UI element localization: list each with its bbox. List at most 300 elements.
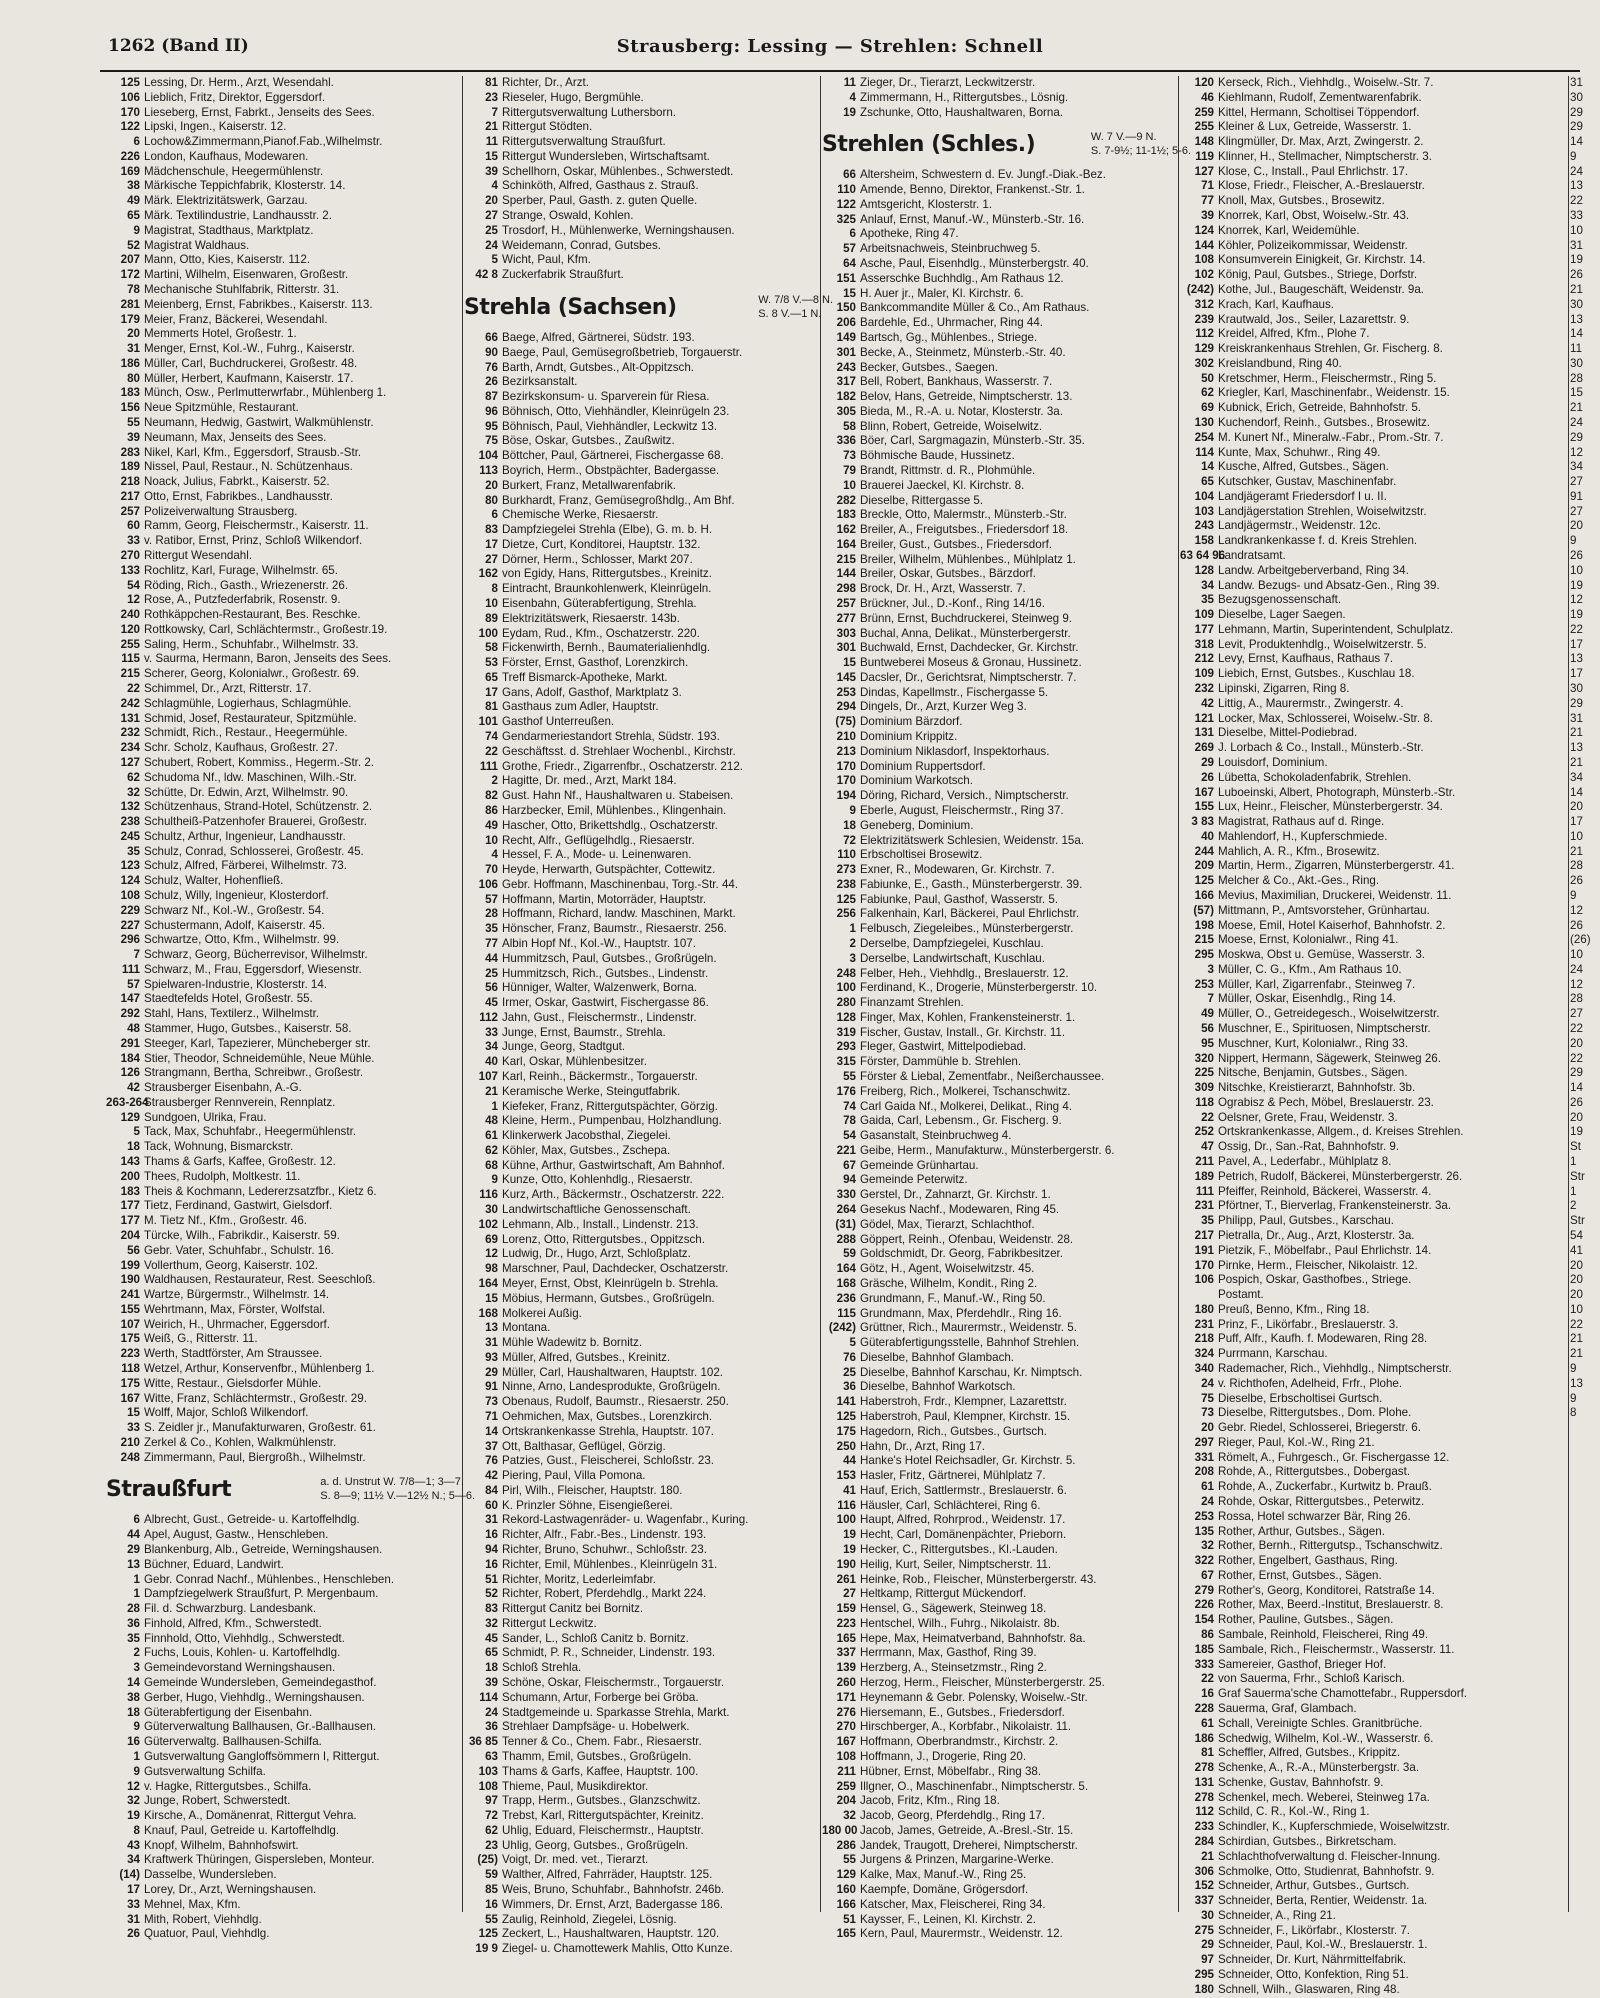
directory-entry: 128 Finger, Max, Kohlen, Frankensteinerstr. 1. bbox=[836, 1010, 1076, 1024]
directory-entry: 226 London, Kaufhaus, Modewaren. bbox=[120, 149, 309, 163]
directory-entry: 112 Kreidel, Alfred, Kfm., Plohe 7. bbox=[1195, 327, 1370, 341]
directory-entry: 303 Buchal, Anna, Delikat., Münsterbergerstr. bbox=[836, 626, 1071, 640]
directory-entry: 91 bbox=[1570, 489, 1583, 503]
directory-entry: 252 Ortskrankenkasse, Allgem., d. Kreises Strehlen. bbox=[1194, 1125, 1464, 1139]
directory-entry: 89 Elektrizitätswerk, Riesaerstr. 143b. bbox=[485, 611, 680, 625]
directory-entry: 76 Barth, Arndt, Gutsbes., Alt-Oppitzsch. bbox=[485, 360, 695, 374]
directory-entry: 83 Rittergut Canitz bei Bornitz. bbox=[485, 1602, 644, 1616]
directory-entry: 34 bbox=[1570, 770, 1583, 784]
directory-entry: 80 Burkhardt, Franz, Gemüsegroßhdlg., Am Bhf. bbox=[485, 493, 735, 507]
directory-entry: 301 Buchwald, Ernst, Dachdecker, Gr. Kirchstr. bbox=[836, 641, 1079, 655]
directory-entry: 3 Gemeindevorstand Werningshausen. bbox=[133, 1661, 336, 1675]
directory-entry: 231 Prinz, F., Likörfabr., Breslauerstr. 3. bbox=[1194, 1317, 1399, 1331]
directory-entry: 318 Levit, Produktenhdlg., Woiselwitzerstr. 5. bbox=[1194, 637, 1427, 651]
directory-entry: 16 Richter, Emil, Mühlenbes., Kleinrügeln 31. bbox=[485, 1557, 718, 1571]
cut-off-next-column bbox=[1570, 76, 1600, 1914]
directory-entry: 28 bbox=[1570, 371, 1583, 385]
directory-entry: 58 Blinn, Robert, Getreide, Woiselwitz. bbox=[843, 419, 1043, 433]
directory-entry: 27 bbox=[1570, 475, 1583, 489]
directory-entry: 4 Hessel, F. A., Mode- u. Leinenwaren. bbox=[491, 848, 692, 862]
directory-entry: 25 Hummitzsch, Rich., Gutsbes., Lindenstr. bbox=[485, 966, 709, 980]
directory-entry: 12 v. Hagke, Rittergutsbes., Schilfa. bbox=[127, 1779, 312, 1793]
directory-entry: 166 Mevius, Maximilian, Druckerei, Weidenstr. 11. bbox=[1194, 888, 1452, 902]
office-hours: W. 7/8 V.—8 N. S. 8 V.—1 N. bbox=[758, 293, 833, 320]
directory-entry: 223 Werth, Stadtförster, Am Straussee. bbox=[120, 1347, 323, 1361]
directory-entry: 29 bbox=[1570, 105, 1583, 119]
directory-entry: 210 Zerkel & Co., Kohlen, Walkmühlenstr. bbox=[120, 1435, 337, 1449]
directory-entry: Postamt. bbox=[1218, 1288, 1264, 1302]
directory-entry: 240 Rothkäppchen-Restaurant, Bes. Reschke. bbox=[120, 608, 361, 622]
directory-entry: 34 bbox=[1570, 460, 1583, 474]
directory-entry: 17 Lorey, Dr., Arzt, Werningshausen. bbox=[127, 1882, 317, 1896]
directory-entry: 13 Montana. bbox=[485, 1321, 551, 1335]
directory-entry: 63 Thamm, Emil, Gutsbes., Großrügeln. bbox=[485, 1749, 692, 1763]
directory-entry: 9 Güterverwaltung Ballhausen, Gr.-Ballhausen. bbox=[133, 1720, 377, 1734]
directory-entry: 20 Gebr. Riedel, Schlosserei, Briegerstr. 6. bbox=[1201, 1421, 1421, 1435]
directory-entry: 204 Türcke, Wilh., Fabrikdir., Kaiserstr. 59. bbox=[120, 1228, 340, 1242]
directory-entry: 29 Müller, Carl, Haushaltwaren, Hauptstr. 102. bbox=[485, 1365, 724, 1379]
directory-entry: 228 Sauerma, Graf, Glambach. bbox=[1194, 1701, 1357, 1715]
directory-entry: 1 bbox=[1570, 1155, 1577, 1169]
directory-entry: 167 Witte, Franz, Schlächtermstr., Großestr. 29. bbox=[120, 1391, 367, 1405]
page-header bbox=[80, 36, 1580, 66]
directory-entry: 186 Müller, Carl, Buchdruckerei, Großestr. 48. bbox=[120, 356, 358, 370]
directory-entry: 330 Gerstel, Dr., Zahnarzt, Gr. Kirchstr. 1. bbox=[836, 1188, 1051, 1202]
directory-entry: 12 Rose, A., Putzfederfabrik, Rosenstr. 9. bbox=[127, 593, 341, 607]
directory-entry: 164 Meyer, Ernst, Obst, Kleinrügeln b. Strehla. bbox=[478, 1276, 719, 1290]
directory-entry: 58 Fickenwirth, Bernh., Baumaterialienhdlg. bbox=[485, 641, 711, 655]
directory-entry: 14 Gemeinde Wundersleben, Gemeindegasthof. bbox=[127, 1676, 377, 1690]
directory-entry: 106 Pospich, Oskar, Gasthofbes., Striege. bbox=[1194, 1273, 1412, 1287]
directory-entry: 60 Ramm, Georg, Fleischermstr., Kaiserstr. 11. bbox=[127, 519, 369, 533]
directory-entry: 30 bbox=[1570, 682, 1583, 696]
directory-entry: 229 Schwarz Nf., Kol.-W., Großestr. 54. bbox=[120, 903, 325, 917]
directory-entry: 35 Finnhold, Otto, Viehhdlg., Schwerstedt. bbox=[127, 1631, 345, 1645]
directory-entry: 49 Märk. Elektrizitätswerk, Garzau. bbox=[127, 194, 308, 208]
town-heading-strehlen bbox=[822, 128, 1197, 162]
directory-entry: 302 Kreislandbund, Ring 40. bbox=[1194, 356, 1342, 370]
directory-entry: 14 bbox=[1570, 135, 1583, 149]
directory-entry: 283 Nikel, Karl, Kfm., Eggersdorf, Strausb.-Str. bbox=[120, 445, 362, 459]
directory-entry: 171 Heynemann & Gebr. Polensky, Woiselw.-Str. bbox=[836, 1690, 1088, 1704]
directory-entry: 42 Strausberger Eisenbahn, A.-G. bbox=[127, 1081, 302, 1095]
directory-entry: 31 Menger, Ernst, Kol.-W., Fuhrg., Kaiserstr. bbox=[127, 342, 355, 356]
directory-entry: 144 Breiler, Oskar, Gutsbes., Bärzdorf. bbox=[836, 567, 1036, 581]
directory-entry: 115 Grundmann, Max, Pferdehdlr., Ring 16. bbox=[837, 1306, 1062, 1320]
directory-entry: 150 Bankcommandite Müller & Co., Am Rathaus. bbox=[836, 301, 1090, 315]
directory-entry: 27 bbox=[1570, 1007, 1583, 1021]
directory-entry: 67 Gemeinde Grünhartau. bbox=[843, 1158, 979, 1172]
directory-entry: Str bbox=[1570, 1169, 1585, 1183]
column-3 bbox=[822, 76, 1197, 1941]
directory-entry: 52 Magistrat Waldhaus. bbox=[127, 238, 250, 252]
directory-entry: 162 Breiler, A., Freigutsbes., Friedersdorf 18. bbox=[836, 523, 1069, 537]
directory-entry: 32 Rittergut Leckwitz. bbox=[485, 1616, 597, 1630]
directory-entry: 26 bbox=[1570, 268, 1583, 282]
directory-entry: 130 Kuchendorf, Reinh., Gutsbes., Brosewitz. bbox=[1194, 415, 1431, 429]
directory-entry: 17 Dietze, Curt, Konditorei, Hauptstr. 132. bbox=[485, 537, 701, 551]
directory-entry: 22 Schimmel, Dr., Arzt, Ritterstr. 17. bbox=[127, 682, 312, 696]
directory-entry: (31) Gödel, Max, Tierarzt, Schlachthof. bbox=[835, 1217, 1035, 1231]
directory-entry: 180 Schnell, Wilh., Glaswaren, Ring 48. bbox=[1194, 1982, 1400, 1996]
directory-entry: 30 Landwirtschaftliche Genossenschaft. bbox=[485, 1203, 691, 1217]
directory-entry: 10 bbox=[1570, 563, 1583, 577]
directory-entry: 22 Geschäftsst. d. Strehlaer Wochenbl., Kirchstr. bbox=[485, 744, 736, 758]
directory-entry: 183 Breckle, Otto, Malermstr., Münsterb.-Str. bbox=[836, 508, 1067, 522]
directory-entry: 27 Dörner, Herm., Schlosser, Markt 207. bbox=[485, 552, 693, 566]
directory-entry: 20 bbox=[1570, 800, 1583, 814]
directory-entry: 107 Weirich, H., Uhrmacher, Eggersdorf. bbox=[120, 1317, 330, 1331]
directory-entry: 120 Kerseck, Rich., Viehhdlg., Woiselw.-Str. 7. bbox=[1194, 76, 1434, 89]
directory-entry: 26 bbox=[1570, 874, 1583, 888]
directory-entry: 45 Sander, L., Schloß Canitz b. Bornitz. bbox=[485, 1631, 689, 1645]
directory-entry: 29 Blankenburg, Alb., Getreide, Werningshausen. bbox=[127, 1543, 383, 1556]
directory-entry: 18 Güterabfertigung der Eisenbahn. bbox=[127, 1705, 313, 1719]
directory-entry: 12 Ludwig, Dr., Hugo, Arzt, Schloßplatz. bbox=[485, 1247, 691, 1261]
directory-entry: 255 Kleiner & Lux, Getreide, Wasserstr. 1. bbox=[1194, 120, 1412, 134]
directory-entry: 217 Otto, Ernst, Fabrikbes., Landhausstr. bbox=[120, 489, 333, 503]
directory-entry: 35 Hönscher, Franz, Baumstr., Riesaerstr. 256. bbox=[485, 922, 727, 936]
directory-entry: 118 Wetzel, Arthur, Konservenfbr., Mühlenberg 1. bbox=[121, 1361, 375, 1375]
directory-entry: 177 M. Tietz Nf., Kfm., Großestr. 46. bbox=[120, 1214, 307, 1228]
directory-entry: 206 Bardehle, Ed., Uhrmacher, Ring 44. bbox=[836, 316, 1044, 330]
directory-entry: 14 Ortskrankenkasse Strehla, Hauptstr. 107. bbox=[485, 1424, 715, 1438]
directory-entry: 14 bbox=[1570, 1081, 1583, 1095]
directory-entry: 23 Rieseler, Hugo, Bergmühle. bbox=[485, 90, 644, 104]
directory-entry: 90 Baege, Paul, Gemüsegroßbetrieb, Torgauerstr. bbox=[485, 345, 743, 359]
directory-entry: 337 Herrmann, Max, Gasthof, Ring 39. bbox=[836, 1646, 1037, 1660]
directory-entry: 14 Kusche, Alfred, Gutsbes., Sägen. bbox=[1201, 460, 1389, 474]
directory-entry: 141 Haberstroh, Frdr., Klempner, Lazarettstr. bbox=[836, 1395, 1067, 1409]
directory-entry: St bbox=[1570, 1140, 1581, 1154]
directory-entry: 215 Scherer, Georg, Kolonialwr., Großestr. 69. bbox=[120, 667, 360, 681]
directory-entry: 164 Götz, H., Agent, Woiselwitzstr. 45. bbox=[836, 1262, 1035, 1276]
directory-entry: 19 Kirsche, A., Domänenrat, Rittergut Vehra. bbox=[127, 1809, 357, 1823]
directory-entry: 95 Böhnisch, Paul, Viehhändler, Leckwitz 13. bbox=[485, 419, 718, 433]
directory-entry: 12 bbox=[1570, 977, 1583, 991]
directory-entry: 37 Ott, Balthasar, Geflügel, Görzig. bbox=[485, 1439, 666, 1453]
directory-entry: 165 Hepe, Max, Heimatverband, Bahnhofstr. 8a. bbox=[836, 1631, 1086, 1645]
directory-entry: 28 bbox=[1570, 992, 1583, 1006]
directory-entry: 108 Schulz, Willy, Ingenieur, Klosterdorf. bbox=[120, 888, 329, 902]
directory-entry: 20 bbox=[1570, 1258, 1583, 1272]
directory-entry: 255 Saling, Herm., Schuhfabr., Wilhelmstr. 33. bbox=[120, 637, 359, 651]
directory-entry: 72 Elektrizitätswerk Schlesien, Weidenstr. 15a. bbox=[843, 833, 1085, 847]
directory-entry: 294 Dingels, Dr., Arzt, Kurzer Weg 3. bbox=[836, 700, 1027, 714]
directory-entry: 24 Weidemann, Conrad, Gutsbes. bbox=[485, 238, 661, 252]
directory-entry: 49 Müller, O., Getreidegesch., Woiselwitzerstr. bbox=[1201, 1007, 1440, 1021]
directory-entry: 125 Melcher & Co., Akt.-Ges., Ring. bbox=[1194, 874, 1380, 888]
directory-entry: 52 Richter, Robert, Pferdehdlg., Markt 224. bbox=[485, 1587, 707, 1601]
directory-entry: 276 Hiersemann, E., Gutsbes., Friedersdorf. bbox=[836, 1705, 1065, 1719]
directory-entry: 57 Arbeitsnachweis, Steinbruchweg 5. bbox=[843, 242, 1041, 256]
directory-entry: 39 Knorrek, Karl, Obst, Woiselw.-Str. 43. bbox=[1201, 209, 1410, 223]
directory-entry: 10 Recht, Alfr., Geflügelhdlg., Riesaerstr. bbox=[485, 833, 695, 847]
directory-entry: 64 Asche, Paul, Eisenhdlg., Münsterbergstr. 40. bbox=[843, 257, 1089, 271]
directory-entry: 22 bbox=[1570, 1022, 1583, 1035]
directory-entry: 12 bbox=[1570, 593, 1583, 607]
directory-entry: 76 Dieselbe, Bahnhof Glambach. bbox=[843, 1350, 1015, 1364]
directory-entry: 35 Bezugsgenossenschaft. bbox=[1201, 593, 1342, 607]
directory-entry: 232 Schmidt, Rich., Restaur., Heegermühle. bbox=[120, 726, 348, 740]
directory-entry: 122 Amtsgericht, Klosterstr. 1. bbox=[836, 197, 993, 211]
directory-entry: 115 v. Saurma, Hermann, Baron, Jenseits des Sees. bbox=[121, 652, 392, 666]
directory-entry: 254 M. Kunert Nf., Mineralw.-Fabr., Prom.-Str. 7. bbox=[1194, 430, 1444, 444]
directory-entry: 260 Herzog, Herm., Fleischer, Münsterbergerstr. 25. bbox=[836, 1676, 1105, 1690]
directory-entry: 124 Knorrek, Karl, Weidemühle. bbox=[1194, 223, 1360, 237]
directory-entry: 273 Exner, R., Modewaren, Gr. Kirchstr. 7. bbox=[836, 863, 1055, 877]
directory-entry: 102 Lehmann, Alb., Install., Lindenstr. 213. bbox=[478, 1217, 699, 1231]
directory-entry: 61 Klinkerwerk Jacobsthal, Ziegelei. bbox=[485, 1129, 671, 1143]
directory-entry: 70 Heyde, Herwarth, Gutspächter, Cottewitz. bbox=[485, 863, 716, 877]
directory-entry: 170 Lieseberg, Ernst, Fabrkt., Jenseits des Sees. bbox=[120, 105, 375, 119]
directory-entry: 116 Häusler, Carl, Schlächterei, Ring 6. bbox=[837, 1498, 1041, 1512]
directory-entry: 34 Kraftwerk Thüringen, Gispersleben, Monteur. bbox=[127, 1853, 375, 1867]
directory-entry: 143 Thams & Garfs, Kaffee, Großestr. 12. bbox=[120, 1155, 336, 1169]
directory-entry: 6 Albrecht, Gust., Getreide- u. Kartoffelhdlg. bbox=[133, 1513, 360, 1527]
town-name: Strehlen (Schles.) bbox=[822, 132, 1036, 158]
directory-entry: 215 Moese, Ernst, Kolonialwr., Ring 41. bbox=[1194, 933, 1399, 947]
directory-entry: 32 Jacob, Georg, Pferdehdlg., Ring 17. bbox=[843, 1809, 1045, 1823]
directory-entry: 139 Herzberg, A., Steinsetzmstr., Ring 2. bbox=[836, 1661, 1047, 1675]
directory-entry: 10 bbox=[1570, 829, 1583, 843]
directory-entry: 62 Uhlig, Eduard, Fleischermstr., Hauptstr. bbox=[485, 1823, 704, 1837]
directory-entry: 22 bbox=[1570, 622, 1583, 636]
directory-entry: 36 Strehlaer Dampfsäge- u. Hobelwerk. bbox=[485, 1720, 690, 1734]
directory-entry: 10 bbox=[1570, 223, 1583, 237]
directory-entry: 9 Eberle, August, Fleischermstr., Ring 37. bbox=[849, 803, 1064, 817]
directory-entry: 10 bbox=[1570, 1302, 1583, 1316]
directory-entry: 30 Schneider, A., Ring 21. bbox=[1201, 1908, 1336, 1922]
directory-entry: 16 Graf Sauerma'sche Chamottefabr., Ruppersdorf. bbox=[1201, 1687, 1468, 1701]
directory-entry: 162 von Egidy, Hans, Rittergutsbes., Kreinitz. bbox=[478, 567, 712, 581]
directory-entry: 48 Stammer, Hugo, Gutsbes., Kaiserstr. 58. bbox=[127, 1022, 352, 1035]
directory-entry: 25 Trosdorf, H., Mühlenwerke, Werningshausen. bbox=[485, 223, 735, 237]
directory-entry: 18 Geneberg, Dominium. bbox=[843, 818, 974, 832]
directory-entry: 61 Rohde, A., Zuckerfabr., Kurtwitz b. Prauß. bbox=[1201, 1480, 1432, 1494]
directory-entry: 291 Steeger, Karl, Tapezierer, Müncheberger str. bbox=[120, 1036, 371, 1050]
directory-entry: 13 bbox=[1570, 179, 1583, 193]
directory-entry: 9 Gutsverwaltung Schilfa. bbox=[133, 1764, 266, 1778]
directory-entry: 175 Weiß, G., Ritterstr. 11. bbox=[120, 1332, 258, 1346]
directory-entry: 253 Rossa, Hotel schwarzer Bär, Ring 26. bbox=[1194, 1509, 1411, 1523]
directory-entry: 190 Heilig, Kurt, Seiler, Nimptscherstr. 11. bbox=[836, 1557, 1052, 1571]
directory-entry: 217 Pietralla, Dr., Aug., Arzt, Klosterstr. 3a. bbox=[1194, 1228, 1415, 1242]
directory-entry: 2 Derselbe, Dampfziegelei, Kuschlau. bbox=[849, 936, 1044, 950]
directory-entry: 19 bbox=[1570, 608, 1583, 622]
directory-entry: 7 Müller, Oskar, Eisenhdlg., Ring 14. bbox=[1207, 992, 1396, 1006]
directory-entry: 239 Krautwald, Jos., Seiler, Lazarettstr. 9. bbox=[1194, 312, 1410, 326]
directory-entry: 27 bbox=[1570, 504, 1583, 518]
directory-entry: 250 Hahn, Dr., Arzt, Ring 17. bbox=[836, 1439, 986, 1453]
directory-entry: 298 Brock, Dr. H., Arzt, Wasserstr. 7. bbox=[836, 582, 1026, 596]
directory-entry: 10 Eisenbahn, Güterabfertigung, Strehla. bbox=[485, 597, 697, 610]
directory-entry: 20 Memmerts Hotel, Großestr. 1. bbox=[127, 327, 297, 341]
directory-entry: 296 Schwartze, Otto, Kfm., Wilhelmstr. 99. bbox=[120, 933, 340, 947]
directory-entry: 57 Hoffmann, Martin, Motorräder, Hauptstr. bbox=[485, 892, 707, 906]
directory-entry: 46 Kiehlmann, Rudolf, Zementwarenfabrik. bbox=[1201, 90, 1422, 104]
directory-entry: 167 Luboeinski, Albert, Photograph, Münsterb.-Str. bbox=[1194, 785, 1456, 799]
directory-entry: 31 Mühle Wadewitz b. Bornitz. bbox=[485, 1336, 643, 1350]
directory-entry: 74 Carl Gaida Nf., Molkerei, Delikat., Ring 4. bbox=[843, 1099, 1072, 1113]
directory-entry: 22 bbox=[1570, 1317, 1583, 1331]
directory-entry: 15 Rittergut Wundersleben, Wirtschaftsamt. bbox=[485, 149, 710, 163]
directory-entry: 38 Märkische Teppichfabrik, Klosterstr. 14. bbox=[127, 179, 346, 193]
directory-entry: 62 Kriegler, Karl, Maschinenfabr., Weidenstr. 15. bbox=[1201, 386, 1450, 400]
directory-entry: 9 bbox=[1570, 888, 1577, 902]
directory-entry: 317 Bell, Robert, Bankhaus, Wasserstr. 7. bbox=[836, 375, 1053, 389]
directory-entry: 6 Apotheke, Ring 47. bbox=[849, 227, 959, 241]
directory-entry: 15 H. Auer jr., Maler, Kl. Kirchstr. 6. bbox=[843, 286, 1024, 300]
directory-entry: 30 bbox=[1570, 90, 1583, 104]
directory-entry: 333 Samereier, Gasthof, Brieger Hof. bbox=[1194, 1657, 1387, 1671]
directory-entry: 325 Anlauf, Ernst, Manuf.-W., Münsterb.-Str. 16. bbox=[836, 212, 1085, 226]
directory-entry: 49 Hascher, Otto, Brikettshdlg., Oschatzerstr. bbox=[485, 818, 718, 832]
directory-entry: 324 Purrmann, Karschau. bbox=[1194, 1347, 1328, 1361]
directory-entry: 132 Schützenhaus, Strand-Hotel, Schützenstr. 2. bbox=[120, 800, 373, 814]
directory-entry: 11 Rittergutsverwaltung Straußfurt. bbox=[485, 135, 666, 149]
directory-entry: 78 Mechanische Stuhlfabrik, Ritterstr. 31. bbox=[127, 282, 340, 296]
column-1 bbox=[106, 76, 481, 1941]
directory-entry: 129 Kalke, Max, Manuf.-W., Ring 25. bbox=[836, 1868, 1027, 1882]
directory-entry: 60 K. Prinzler Söhne, Eisengießerei. bbox=[485, 1498, 673, 1512]
directory-entry: 22 von Sauerma, Frhr., Schloß Karisch. bbox=[1201, 1672, 1405, 1686]
directory-entry: 243 Landjägermstr., Weidenstr. 12c. bbox=[1194, 519, 1381, 533]
directory-entry: 125 Zeckert, L., Haushaltwaren, Hauptstr. 120. bbox=[478, 1927, 720, 1941]
directory-entry: 8 Eintracht, Braunkohlenwerk, Kleinrügeln. bbox=[491, 582, 712, 596]
directory-entry: 32 Rother, Bernh., Rittergutsp., Tschanschwitz. bbox=[1201, 1539, 1443, 1553]
directory-entry: 125 Fabiunke, Paul, Gasthof, Wasserstr. 5. bbox=[836, 892, 1059, 906]
directory-entry: 7 Schwarz, Georg, Bücherrevisor, Wilhelmstr. bbox=[133, 948, 368, 962]
directory-entry: 279 Rother's, Georg, Konditorei, Ratstraße 14. bbox=[1194, 1583, 1435, 1597]
directory-entry: 155 Lux, Heinr., Fleischer, Münsterbergerstr. 34. bbox=[1194, 800, 1443, 814]
directory-entry: 21 Keramische Werke, Steingutfabrik. bbox=[485, 1084, 681, 1098]
directory-entry: 32 Junge, Robert, Schwerstedt. bbox=[127, 1794, 291, 1808]
directory-entry: 281 Meienberg, Ernst, Fabrikbes., Kaiserstr. 113. bbox=[120, 297, 373, 311]
directory-entry: 65 Treff Bismarck-Apotheke, Markt. bbox=[485, 670, 668, 684]
directory-entry: 108 Thieme, Paul, Musikdirektor. bbox=[478, 1779, 649, 1793]
directory-entry: 336 Böer, Carl, Sargmagazin, Münsterb.-Str. 35. bbox=[836, 434, 1085, 448]
directory-entry: 73 Dieselbe, Rittergutsbes., Dom. Plohe. bbox=[1201, 1406, 1412, 1420]
directory-entry: 26 bbox=[1570, 549, 1583, 562]
directory-entry: 207 Mann, Otto, Kies, Kaiserstr. 112. bbox=[120, 253, 311, 267]
directory-entry: 200 Thees, Rudolph, Moltkestr. 11. bbox=[120, 1169, 301, 1183]
directory-entry: 177 Lehmann, Martin, Superintendent, Schulplatz. bbox=[1194, 622, 1454, 636]
directory-entry: 15 Buntweberei Moseus & Gronau, Hussinetz. bbox=[843, 656, 1082, 670]
directory-entry: 103 Landjägerstation Strehlen, Woiselwitzstr. bbox=[1194, 504, 1427, 518]
directory-entry: 151 Asserschke Buchhdlg., Am Rathaus 12. bbox=[836, 271, 1064, 285]
directory-entry: 36 Dieselbe, Bahnhof Warkotsch. bbox=[843, 1380, 1016, 1394]
directory-entry: 284 Schirdian, Gutsbes., Birkretscham. bbox=[1194, 1834, 1397, 1848]
directory-entry: 73 Obenaus, Rudolf, Baumstr., Riesaerstr. 250. bbox=[485, 1395, 729, 1409]
directory-entry: 191 Pietzik, F., Möbelfabr., Paul Ehrlichstr. 14. bbox=[1194, 1243, 1432, 1257]
directory-entry: 168 Gräsche, Wilhelm, Kondit., Ring 2. bbox=[836, 1276, 1038, 1290]
directory-entry: 257 Brückner, Jul., D.-Konf., Ring 14/16. bbox=[836, 597, 1045, 610]
directory-entry: 11 bbox=[1570, 342, 1583, 356]
directory-entry: 278 Schenke, A., R.-A., Münsterbergstr. 3a. bbox=[1194, 1761, 1420, 1775]
directory-entry: 114 Kunte, Max, Schuhwr., Ring 49. bbox=[1195, 445, 1381, 459]
directory-entry: 19 bbox=[1570, 253, 1583, 267]
directory-entry: 51 Richter, Moritz, Lederleimfabr. bbox=[485, 1572, 656, 1586]
directory-entry: 278 Schenkel, mech. Weberei, Steinweg 17a. bbox=[1194, 1790, 1430, 1804]
directory-entry: 1 Kiefeker, Franz, Rittergutspächter, Görzig. bbox=[491, 1099, 718, 1113]
directory-entry: 108 Konsumverein Einigkeit, Gr. Kirchstr. 14. bbox=[1194, 253, 1426, 267]
directory-entry: 72 Trebst, Karl, Rittergutspächter, Kreinitz. bbox=[485, 1809, 704, 1823]
directory-entry: 180 Preuß, Benno, Kfm., Ring 18. bbox=[1194, 1302, 1370, 1316]
directory-entry: 158 Landkrankenkasse f. d. Kreis Strehlen. bbox=[1194, 534, 1418, 548]
directory-entry: 111 Pfeiffer, Reinhold, Bäckerei, Wasserstr. 4. bbox=[1195, 1184, 1432, 1198]
directory-entry: 55 Zaulig, Reinhold, Ziegelei, Lösnig. bbox=[485, 1912, 677, 1926]
directory-entry: 293 Fleger, Gastwirt, Mittelpodiebad. bbox=[836, 1040, 1027, 1054]
directory-entry: 54 bbox=[1570, 1228, 1583, 1242]
directory-entry: 248 Zimmermann, Paul, Biergroßh., Wilhelmstr. bbox=[120, 1450, 366, 1464]
directory-entry: 3 Müller, C. G., Kfm., Am Rathaus 10. bbox=[1207, 962, 1402, 976]
directory-entry: 100 Eydam, Rud., Kfm., Oschatzerstr. 220. bbox=[478, 626, 700, 640]
directory-entry: 20 bbox=[1570, 1288, 1583, 1302]
directory-entry: 21 bbox=[1570, 755, 1583, 769]
directory-entry: 125 Haberstroh, Paul, Klempner, Kirchstr. 15. bbox=[836, 1409, 1071, 1423]
directory-entry: 159 Hensel, G., Sägewerk, Steinweg 18. bbox=[836, 1602, 1047, 1616]
directory-entry: 27 Heltkamp, Rittergut Mückendorf. bbox=[843, 1587, 1027, 1601]
directory-entry: 17 bbox=[1570, 667, 1583, 681]
directory-entry: 102 König, Paul, Gutsbes., Striege, Dorfstr. bbox=[1194, 268, 1418, 282]
directory-entry: 28 Fil. d. Schwarzburg. Landesbank. bbox=[127, 1602, 317, 1616]
directory-entry: 28 bbox=[1570, 859, 1583, 873]
directory-entry: 81 Richter, Dr., Arzt. bbox=[485, 76, 589, 89]
directory-entry: 56 Gebr. Vater, Schuhfabr., Schulstr. 16. bbox=[127, 1243, 334, 1257]
directory-entry: 101 Gasthof Unterreußen. bbox=[478, 715, 615, 729]
directory-entry: 167 Hoffmann, Oberbrandmstr., Kirchstr. 2. bbox=[836, 1735, 1059, 1749]
directory-entry: 57 Spielwaren-Industrie, Klosterstr. 14. bbox=[127, 977, 328, 991]
directory-entry: 66 Baege, Alfred, Gärtnerei, Südstr. 193. bbox=[485, 330, 695, 344]
directory-entry: 125 Lessing, Dr. Herm., Arzt, Wesendahl. bbox=[120, 76, 334, 89]
directory-entry: 2 Hagitte, Dr. med., Arzt, Markt 184. bbox=[491, 774, 677, 788]
directory-entry: 35 Schulz, Conrad, Schlosserei, Großestr. 45. bbox=[127, 844, 364, 858]
directory-entry: 93 Müller, Alfred, Gutsbes., Kreinitz. bbox=[485, 1350, 671, 1364]
directory-entry: 199 Vollerthum, Georg, Kaiserstr. 102. bbox=[120, 1258, 318, 1272]
directory-entry: 7 Rittergutsverwaltung Luthersborn. bbox=[491, 105, 676, 119]
directory-entry: 56 Hünniger, Walter, Walzenwerk, Borna. bbox=[485, 981, 698, 995]
directory-entry: 241 Wartze, Bürgermstr., Wilhelmstr. 14. bbox=[120, 1288, 330, 1302]
directory-entry: 40 Karl, Oskar, Mühlenbesitzer. bbox=[485, 1055, 647, 1069]
directory-entry: 1 Gebr. Conrad Nachf., Mühlenbes., Henschleben. bbox=[133, 1572, 395, 1586]
directory-entry: 78 Gaida, Carl, Lebensm., Gr. Fischerg. 9. bbox=[843, 1114, 1062, 1128]
directory-entry: 33 v. Ratibor, Ernst, Prinz, Schloß Wilkendorf. bbox=[127, 534, 363, 548]
directory-entry: 218 Puff, Alfr., Kaufh. f. Modewaren, Ring 28. bbox=[1194, 1332, 1428, 1346]
directory-entry: 69 Kubnick, Erich, Getreide, Bahnhofstr. 5. bbox=[1201, 401, 1421, 415]
directory-entry: 18 Schloß Strehla. bbox=[485, 1661, 582, 1675]
directory-entry: 82 Gust. Hahn Nf., Haushaltwaren u. Stabeisen. bbox=[485, 789, 734, 803]
directory-entry: 226 Rother, Max, Beerd.-Institut, Breslauerstr. 8. bbox=[1194, 1598, 1444, 1612]
directory-entry: 24 Stadtgemeinde u. Sparkasse Strehla, Markt. bbox=[485, 1705, 730, 1719]
directory-entry: (25) Voigt, Dr. med. vet., Tierarzt. bbox=[477, 1853, 649, 1867]
directory-entry: 19 bbox=[1570, 578, 1583, 592]
directory-entry: 248 Felber, Heh., Viehhdlg., Breslauerstr. 12. bbox=[836, 966, 1069, 980]
directory-entry: 106 Gebr. Hoffmann, Maschinenbau, Torg.-Str. 44. bbox=[478, 877, 739, 891]
directory-entry: 177 Tietz, Ferdinand, Gastwirt, Gielsdorf. bbox=[120, 1199, 333, 1213]
directory-entry: 10 bbox=[1570, 948, 1583, 962]
directory-entry: 29 bbox=[1570, 120, 1583, 134]
directory-entry: 87 Bezirkskonsum- u. Sparverein für Riesa. bbox=[485, 390, 710, 404]
directory-entry: 179 Meier, Franz, Bäckerei, Wesendahl. bbox=[120, 312, 328, 326]
directory-entry: 84 Pirl, Wilh., Fleischer, Hauptstr. 180. bbox=[485, 1483, 683, 1497]
directory-entry: 129 Sundgoen, Ulrika, Frau. bbox=[120, 1110, 267, 1124]
directory-entry: 21 bbox=[1570, 1332, 1583, 1346]
header-rule bbox=[100, 70, 1580, 72]
directory-entry: 83 Dampfziegelei Strehla (Elbe), G. m. b. H. bbox=[485, 523, 713, 537]
directory-entry: 39 Neumann, Max, Jenseits des Sees. bbox=[127, 430, 327, 444]
directory-entry: 182 Belov, Hans, Getreide, Nimptscherstr. 13. bbox=[836, 390, 1073, 404]
